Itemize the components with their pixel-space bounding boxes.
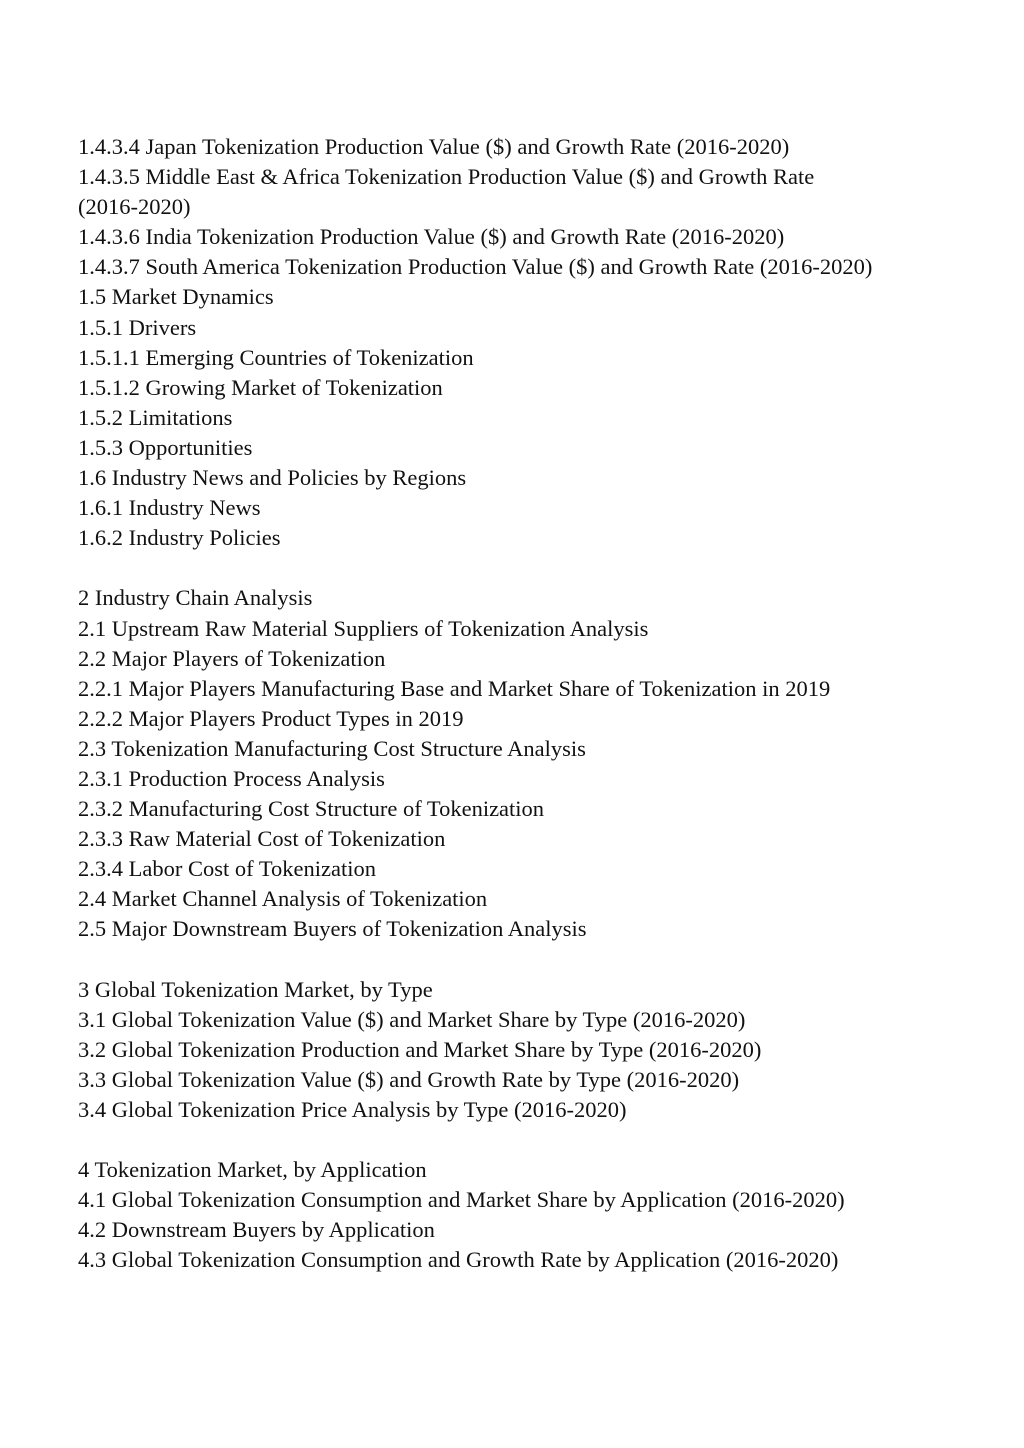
toc-line: 2.1 Upstream Raw Material Suppliers of Tokenization Analysis [78, 615, 649, 641]
section-spacer [78, 1125, 958, 1155]
toc-line: 2.2.1 Major Players Manufacturing Base and Market Share of Tokenization in 2019 [78, 675, 831, 701]
toc-line: 1.5.1 Drivers [78, 314, 197, 340]
toc-line: 1.4.3.5 Middle East & Africa Tokenization Production Value ($) and Growth Rate [78, 164, 815, 190]
toc-line: 4.2 Downstream Buyers by Application [78, 1217, 435, 1243]
toc-line: 3.4 Global Tokenization Price Analysis by Type (2016-2020) [78, 1097, 627, 1122]
toc-heading: 2 Industry Chain Analysis [78, 585, 313, 611]
toc-line: 1.4.3.4 Japan Tokenization Production Value ($) and Growth Rate (2016-2020) [78, 134, 790, 159]
document-page [78, 132, 958, 1276]
toc-line: 2.5 Major Downstream Buyers of Tokenization Analysis [78, 916, 587, 942]
toc-section-1 [78, 132, 958, 553]
toc-heading: 4 Tokenization Market, by Application [78, 1157, 427, 1183]
toc-line: 1.4.3.6 India Tokenization Production Value ($) and Growth Rate (2016-2020) [78, 224, 785, 250]
toc-line: 4.1 Global Tokenization Consumption and Market Share by Application (2016-2020) [78, 1187, 845, 1213]
toc-line: 1.6.2 Industry Policies [78, 525, 281, 551]
toc-line: 2.2 Major Players of Tokenization [78, 645, 386, 671]
toc-line: 2.3 Tokenization Manufacturing Cost Structure Analysis [78, 735, 586, 761]
section-spacer [78, 945, 958, 975]
toc-line: 3.3 Global Tokenization Value ($) and Growth Rate by Type (2016-2020) [78, 1066, 740, 1092]
toc-line: 1.5.1.2 Growing Market of Tokenization [78, 374, 443, 400]
toc-line: 2.4 Market Channel Analysis of Tokenization [78, 886, 488, 912]
toc-line: 1.4.3.7 South America Tokenization Production Value ($) and Growth Rate (2016-2020) [78, 254, 873, 280]
toc-line: 2.2.2 Major Players Product Types in 2019 [78, 705, 464, 731]
toc-line: 1.5.3 Opportunities [78, 434, 253, 460]
toc-line: 2.3.3 Raw Material Cost of Tokenization [78, 826, 446, 852]
toc-line: 1.5.2 Limitations [78, 404, 233, 430]
toc-line: 1.5.1.1 Emerging Countries of Tokenization [78, 344, 474, 370]
section-spacer [78, 553, 958, 583]
toc-line: 1.5 Market Dynamics [78, 284, 274, 310]
toc-section-2 [78, 583, 958, 944]
toc-line: 2.3.4 Labor Cost of Tokenization [78, 856, 376, 882]
toc-line: 2.3.2 Manufacturing Cost Structure of Tokenization [78, 796, 545, 822]
toc-line: 2.3.1 Production Process Analysis [78, 765, 385, 791]
toc-line: 4.3 Global Tokenization Consumption and Growth Rate by Application (2016-2020) [78, 1247, 839, 1273]
toc-line: (2016-2020) [78, 194, 191, 220]
toc-line: 3.1 Global Tokenization Value ($) and Market Share by Type (2016-2020) [78, 1006, 746, 1032]
toc-heading: 3 Global Tokenization Market, by Type [78, 976, 433, 1002]
toc-line: 1.6.1 Industry News [78, 495, 261, 521]
toc-line: 3.2 Global Tokenization Production and Market Share by Type (2016-2020) [78, 1036, 762, 1062]
toc-line: 1.6 Industry News and Policies by Regions [78, 465, 467, 491]
toc-section-4 [78, 1155, 958, 1275]
toc-section-3 [78, 975, 958, 1125]
